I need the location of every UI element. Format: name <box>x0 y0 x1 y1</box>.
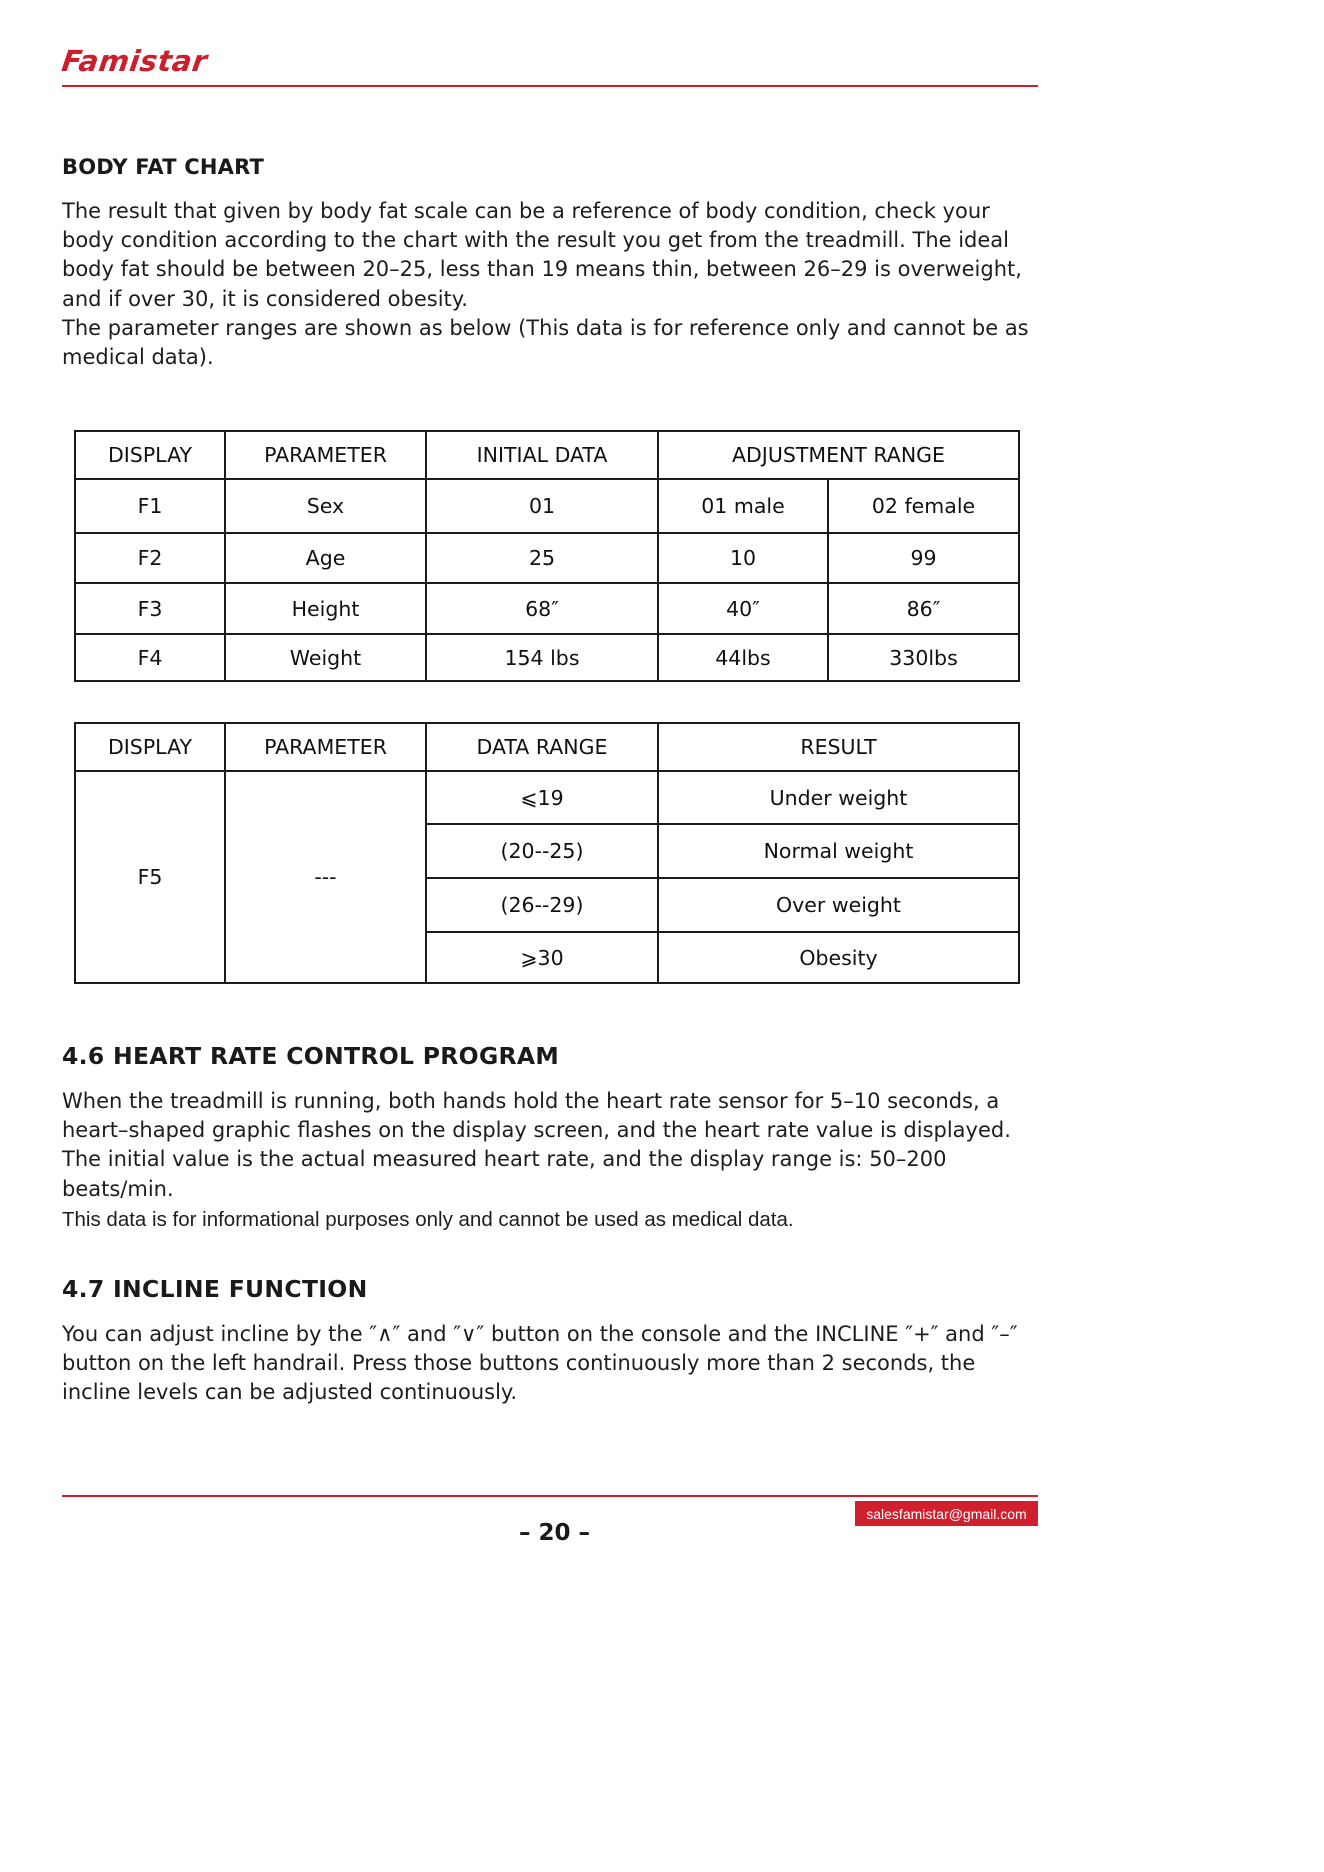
header-cell: DISPLAY <box>75 723 225 771</box>
body-fat-title: BODY FAT CHART <box>62 155 265 179</box>
brand-logo: Famistar <box>59 44 210 78</box>
table-row <box>75 771 1019 824</box>
table-cell: 01 male <box>658 479 828 533</box>
heart-rate-note: This data is for informational purposes only and cannot be used as medical data. <box>62 1208 794 1231</box>
table-cell: 10 <box>658 533 828 583</box>
table-cell: F4 <box>75 634 225 681</box>
header-cell: ADJUSTMENT RANGE <box>658 431 1019 479</box>
table-header-row <box>75 431 1019 479</box>
table-cell: 25 <box>426 533 658 583</box>
table-cell: F2 <box>75 533 225 583</box>
table-cell: 01 <box>426 479 658 533</box>
parameter-cell: --- <box>225 771 426 983</box>
data-range-cell: ⩾30 <box>426 932 658 983</box>
data-range-cell: (26--29) <box>426 878 658 932</box>
table-cell: 154 lbs <box>426 634 658 681</box>
result-cell: Over weight <box>658 878 1019 932</box>
table-cell: 99 <box>828 533 1019 583</box>
contact-email: salesfamistar@gmail.com <box>855 1501 1038 1526</box>
table-cell: 86″ <box>828 583 1019 634</box>
incline-paragraph: You can adjust incline by the ″∧″ and ″∨″ button on the console and the INCLINE ″+″ and ″–″ button on the left handrail. Press those buttons continuously more than 2 seconds, the incline levels can be adjusted continuously. <box>62 1322 1018 1405</box>
table-cell: 68″ <box>426 583 658 634</box>
incline-title: 4.7 INCLINE FUNCTION <box>62 1275 368 1303</box>
page-number: – 20 – <box>518 1520 591 1546</box>
footer-divider <box>62 1495 1038 1497</box>
table-row <box>75 583 1019 634</box>
header-cell: DATA RANGE <box>426 723 658 771</box>
table-cell: 44lbs <box>658 634 828 681</box>
table-cell: 40″ <box>658 583 828 634</box>
header-cell: PARAMETER <box>225 431 426 479</box>
header-divider <box>62 85 1038 87</box>
heart-rate-title: 4.6 HEART RATE CONTROL PROGRAM <box>62 1042 560 1070</box>
table-row <box>75 479 1019 533</box>
table-cell: Height <box>225 583 426 634</box>
table-row <box>75 634 1019 681</box>
table-cell: 330lbs <box>828 634 1019 681</box>
result-cell: Under weight <box>658 771 1019 824</box>
table-cell: Sex <box>225 479 426 533</box>
result-cell: Normal weight <box>658 824 1019 878</box>
table-cell: Age <box>225 533 426 583</box>
table-row <box>75 533 1019 583</box>
table-cell: F1 <box>75 479 225 533</box>
body-fat-intro: The result that given by body fat scale can be a reference of body condition, check your body condition according to the chart with the result you get from the treadmill. The ideal body fat should be between 20–25, less than 19 means thin, between 26–29 is overweight, and if over 30, it is considered obesity. <box>62 199 1022 311</box>
heart-rate-paragraph: When the treadmill is running, both hands hold the heart rate sensor for 5–10 seconds, a heart–shaped graphic flashes on the display screen, and the heart rate value is displayed. The initial value is the actual measured heart rate, and the display range is: 50–200 beats/min. <box>62 1089 1011 1201</box>
result-cell: Obesity <box>658 932 1019 983</box>
header-cell: DISPLAY <box>75 431 225 479</box>
header-cell: RESULT <box>658 723 1019 771</box>
table-cell: Weight <box>225 634 426 681</box>
table-cell: F3 <box>75 583 225 634</box>
data-range-cell: (20--25) <box>426 824 658 878</box>
header-cell: PARAMETER <box>225 723 426 771</box>
data-range-cell: ⩽19 <box>426 771 658 824</box>
table-header-row <box>75 723 1019 771</box>
body-fat-ranges-note: The parameter ranges are shown as below (This data is for reference only and cannot be as medical data). <box>62 316 1029 370</box>
display-cell: F5 <box>75 771 225 983</box>
result-table <box>74 722 1020 984</box>
header-cell: INITIAL DATA <box>426 431 658 479</box>
parameter-table <box>74 430 1020 682</box>
table-cell: 02 female <box>828 479 1019 533</box>
